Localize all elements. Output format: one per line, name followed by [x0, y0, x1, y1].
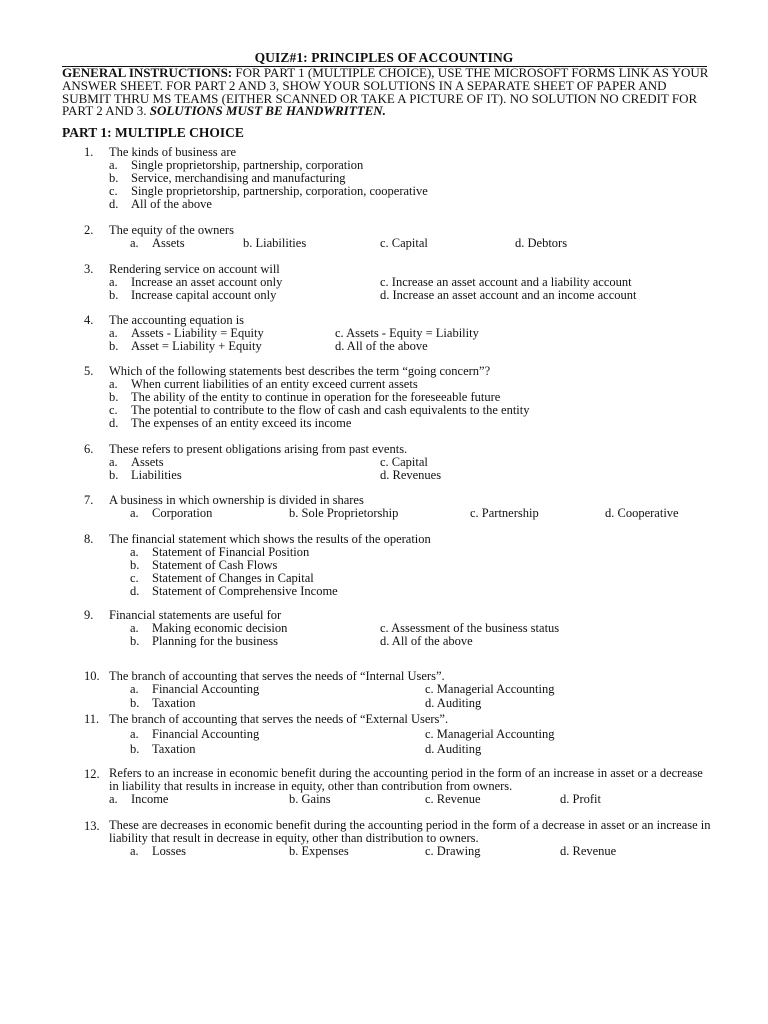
question-4: 4. The accounting equation is a. Assets - Liability = Equity c. Assets - Equity = Liability b. Asset = Liability + Equity d. All of the above	[84, 313, 479, 353]
question-stem: Refers to an increase in economic benefit during the accounting period in the form of an increase in asset or a decrease in liability that results in increase in equity, other than contribution from owners.	[109, 766, 703, 793]
question-5: 5. Which of the following statements best describes the term “going concern”? a. When current liabilities of an entity exceed current assets b. The ability of the entity to continue in operation for the foreseeable future c. The potential to contribute to the flow of cash and cash equivalents to the entity d. The expenses of an entity exceed its income	[84, 364, 530, 430]
question-number: 4.	[84, 313, 94, 327]
question-10: 10. The branch of accounting that serves the needs of “Internal Users”. a. Financial Accounting c. Managerial Accounting b. Taxation d. Auditing	[84, 669, 555, 710]
question-stem: The kinds of business are	[109, 145, 237, 159]
question-number: 10.	[84, 669, 100, 683]
question-number: 3.	[84, 262, 94, 276]
question-stem: The branch of accounting that serves the needs of “Internal Users”.	[109, 669, 445, 683]
question-number: 1.	[84, 145, 94, 159]
instructions-label: GENERAL INSTRUCTIONS:	[62, 65, 233, 80]
question-stem: Rendering service on account will	[109, 262, 280, 276]
question-number: 8.	[84, 532, 94, 546]
question-number: 2.	[84, 223, 94, 237]
question-7: 7. A business in which ownership is divided in shares a. Corporation b. Sole Proprietorship c. Partnership d. Cooperative	[84, 493, 679, 520]
question-3: 3. Rendering service on account will a. Increase an asset account only c. Increase an asset account and a liability account b. Increase capital account only d. Increase an asset account and an income account	[84, 262, 637, 302]
question-2: 2. The equity of the owners a. Assets b. Liabilities c. Capital d. Debtors	[84, 223, 568, 250]
question-stem: The financial statement which shows the results of the operation	[109, 532, 431, 546]
question-11: 11. The branch of accounting that serves the needs of “External Users”. a. Financial Accounting c. Managerial Accounting b. Taxation d. Auditing	[84, 712, 555, 756]
question-number: 6.	[84, 442, 94, 456]
question-stem: The accounting equation is	[109, 313, 245, 327]
question-number: 5.	[84, 364, 94, 378]
question-stem: These refers to present obligations arising from past events.	[109, 442, 408, 456]
question-13: 13. These are decreases in economic benefit during the accounting period in the form of a decrease in asset or an increase in liability that result in decrease in equity, other than distribution to owners. a. Losses b. Expenses c. Drawing d. Revenue	[84, 819, 724, 858]
question-number: 9.	[84, 608, 94, 622]
question-number: 7.	[84, 493, 94, 507]
question-number: 12.	[84, 767, 100, 781]
question-number: 13.	[84, 819, 100, 833]
question-6: 6. These refers to present obligations arising from past events. a. Assets c. Capital b. Liabilities d. Revenues	[84, 442, 442, 482]
question-stem: A business in which ownership is divided in shares	[109, 493, 364, 507]
question-stem: The equity of the owners	[109, 223, 234, 237]
page-title: QUIZ#1: PRINCIPLES OF ACCOUNTING	[254, 50, 514, 65]
instructions-emphasis: SOLUTIONS MUST BE HANDWRITTEN.	[149, 103, 386, 119]
question-stem: Financial statements are useful for	[109, 608, 282, 622]
question-9: 9. Financial statements are useful for a. Making economic decision c. Assessment of the business status b. Planning for the business d. All of the above	[84, 608, 560, 648]
question-stem: The branch of accounting that serves the needs of “External Users”.	[109, 712, 449, 726]
question-stem: These are decreases in economic benefit during the accounting period in the form of a decrease in asset or an increase in liability that result in decrease in equity, other than distribution to owners.	[109, 818, 711, 845]
general-instructions	[62, 67, 712, 118]
question-12: 12. Refers to an increase in economic benefit during the accounting period in the form of an increase in asset or a decrease in liability that results in increase in equity, other than contribution from owners. a. Income b. Gains c. Revenue d. Profit	[84, 767, 724, 806]
instructions-body: FOR PART 1 (MULTIPLE CHOICE), USE THE MICROSOFT FORMS LINK AS YOUR ANSWER SHEET. FOR PART 2 AND 3, SHOW YOUR SOLUTIONS IN A SEPARATE SHEET OF PAPER AND SUBMIT THRU MS TEAMS (EITHER SCANNED OR TAKE A PICTURE OF IT). NO SOLUTION NO CREDIT FOR PART 2 AND 3.	[62, 65, 709, 119]
question-1: 1. The kinds of business are a. Single proprietorship, partnership, corporation b. Service, merchandising and manufacturing c. Single proprietorship, partnership, corporation, cooperative d. All of the above	[84, 145, 428, 211]
question-8: 8. The financial statement which shows the results of the operation a. Statement of Financial Position b. Statement of Cash Flows c. Statement of Changes in Capital d. Statement of Comprehensive Income	[84, 532, 431, 598]
part1-title: PART 1: MULTIPLE CHOICE	[62, 125, 244, 140]
question-number: 11.	[84, 712, 100, 726]
question-stem: Which of the following statements best describes the term “going concern”?	[109, 364, 491, 378]
